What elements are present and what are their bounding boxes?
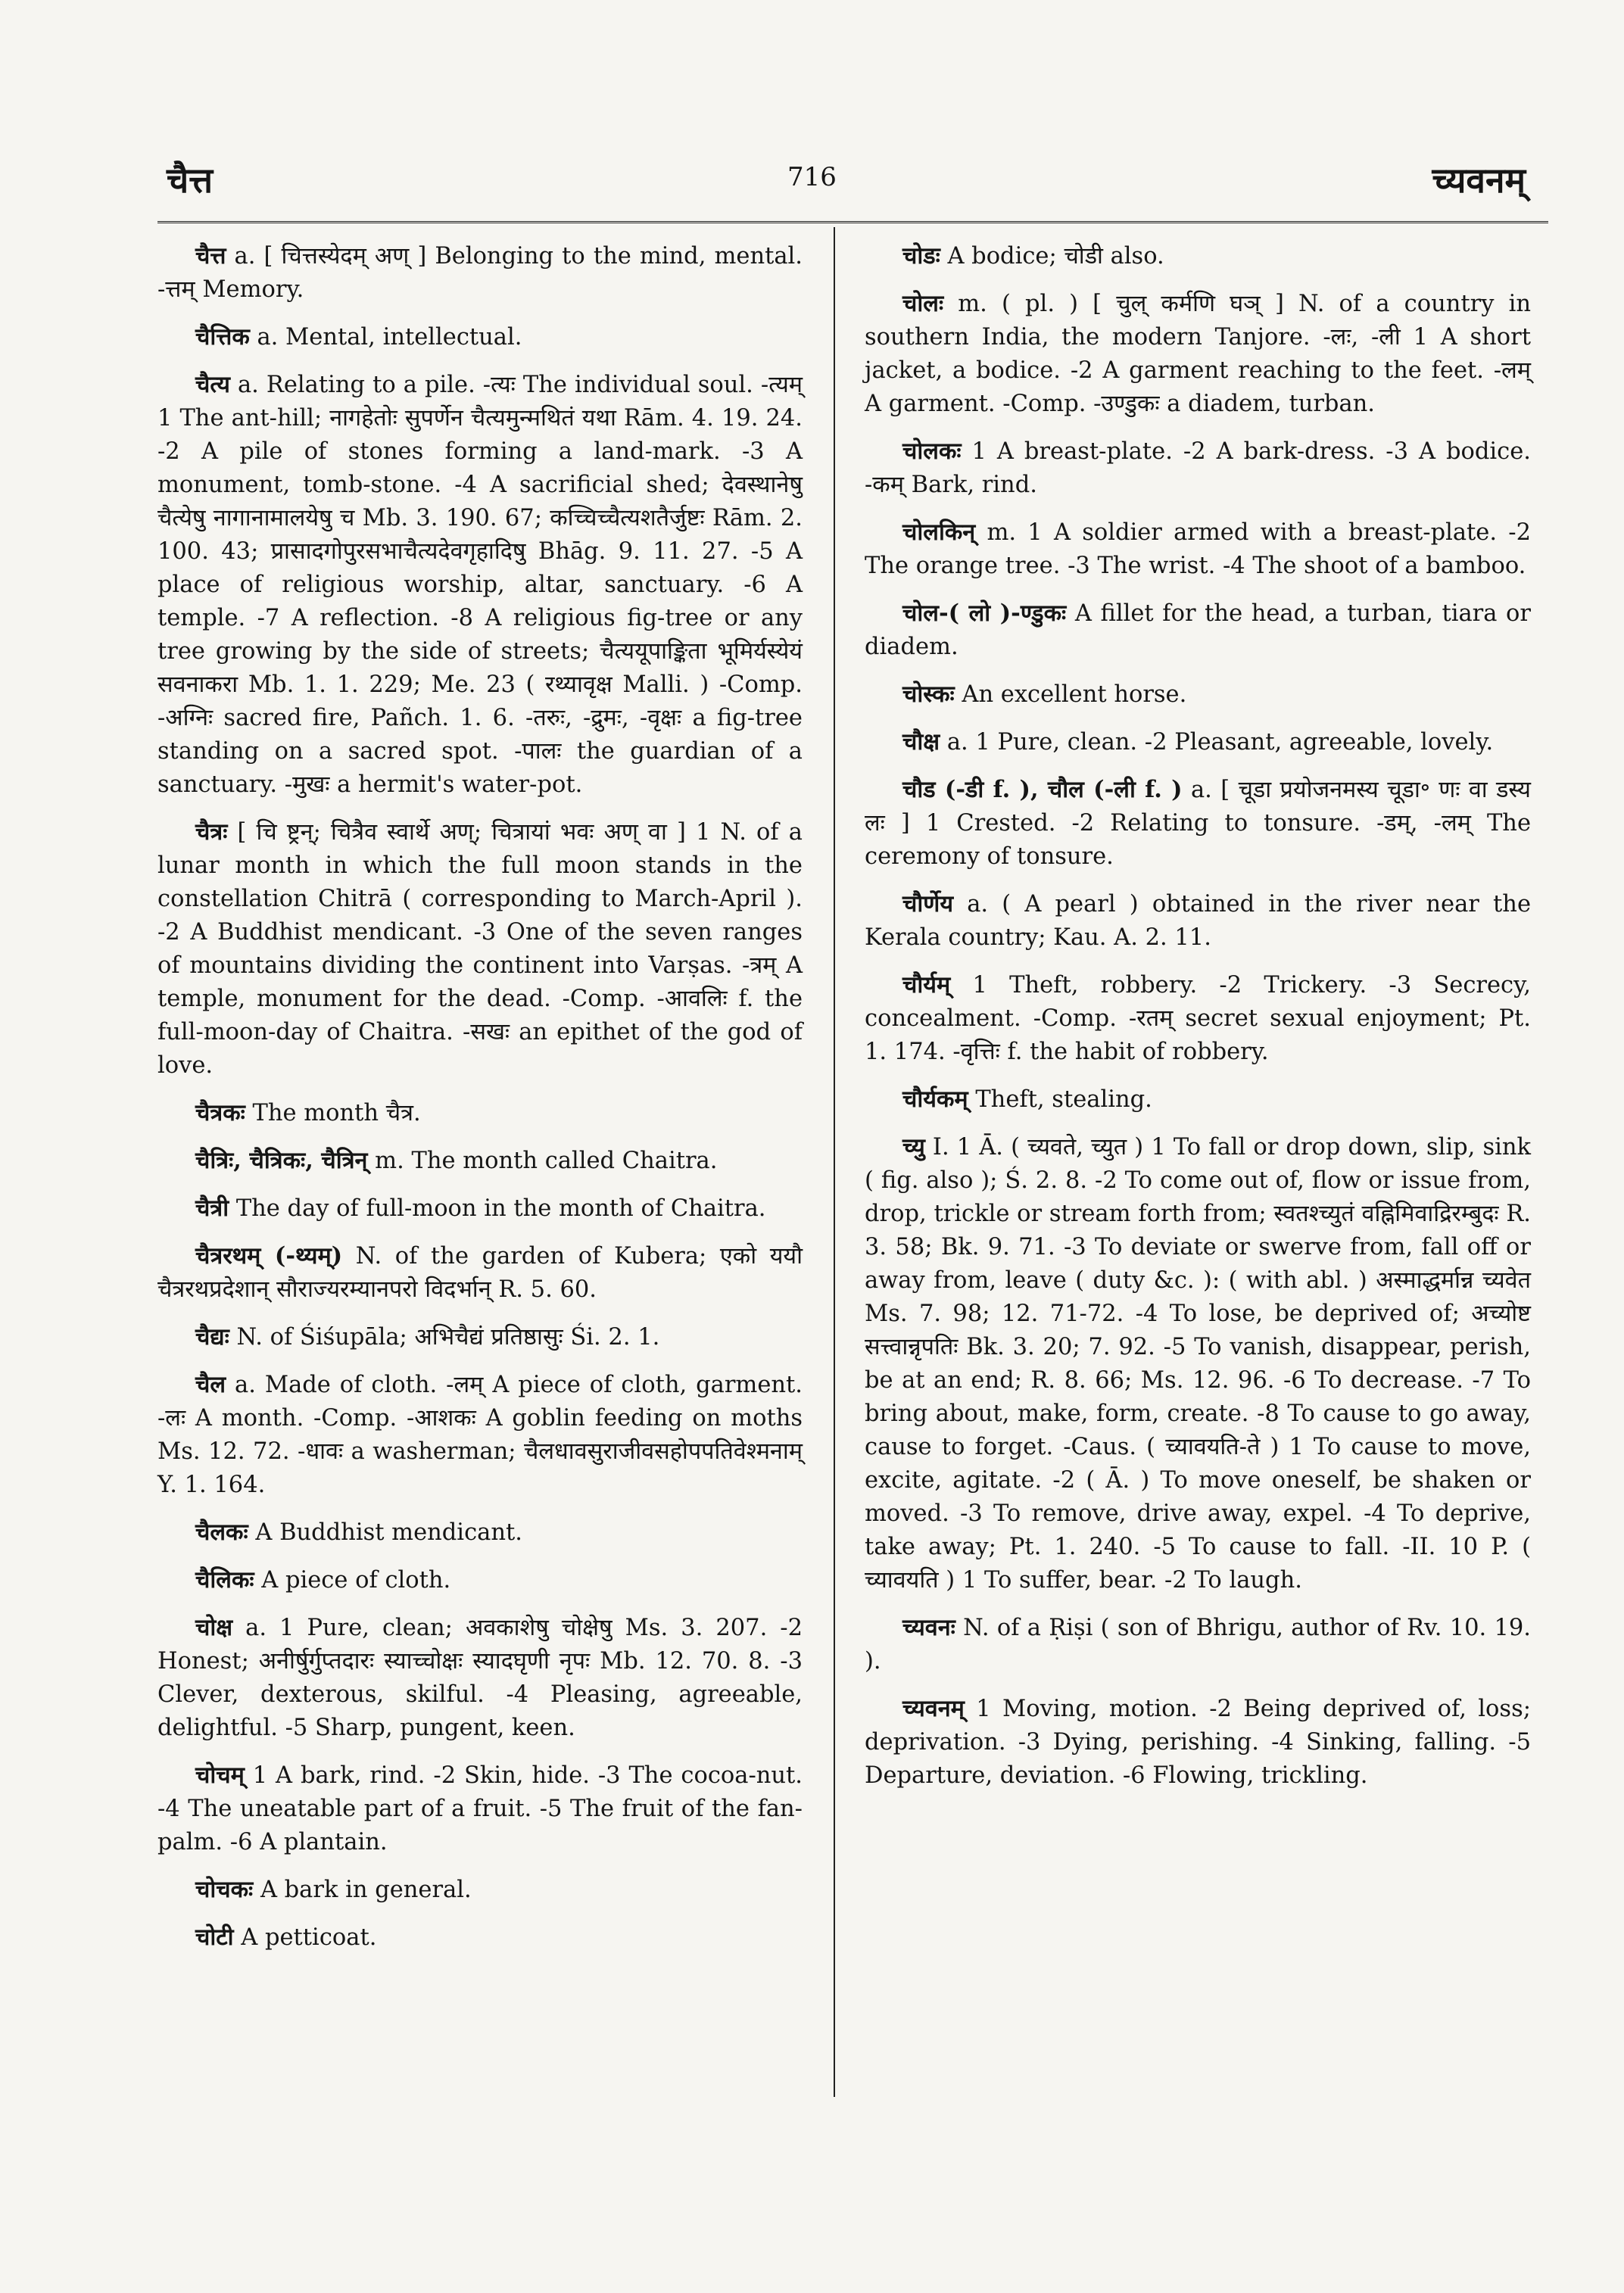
entry-headword: चैत्तिक	[195, 323, 250, 350]
dictionary-entry	[865, 678, 1531, 712]
entry-headword: च्यवनम्	[902, 1695, 965, 1722]
entry-definition: a. 1 Pure, clean; अवकाशेषु चोक्षेषु Ms. 3. 207. -2 Honest; अनीर्षुर्गुप्तदारः स्याच्चोक्षः स्यादघृणी नृपः Mb. 12. 70. 8. -3 Clever, dexterous, skilful. -4 Pleasing, agreeable, delightful. -5 Sharp, pungent, keen.	[157, 1615, 803, 1741]
entry-headword: चोचकः	[195, 1876, 254, 1903]
dictionary-entry	[865, 435, 1531, 502]
entry-definition: a. 1 Pure, clean. -2 Pleasant, agreeable, lovely.	[946, 729, 1494, 756]
entry-headword: चौक्ष	[902, 728, 940, 756]
header-rule	[157, 221, 1548, 226]
dictionary-entry	[865, 1130, 1531, 1597]
entry-definition: A Buddhist mendicant.	[255, 1519, 522, 1546]
dictionary-entry	[157, 1516, 803, 1550]
dictionary-entry	[865, 1083, 1531, 1117]
entry-definition: A fillet for the head, a turban, tiara or diadem.	[865, 600, 1531, 660]
entry-definition: a. [ चूडा प्रयोजनमस्य चूडा॰ णः वा डस्य लः ] 1 Crested. -2 Relating to tonsure. -डम्, -लम् The ceremony of tonsure.	[865, 777, 1531, 870]
dictionary-entry	[865, 1692, 1531, 1793]
entry-headword: चोक्ष	[195, 1614, 233, 1641]
entry-definition: N. of a Ṛiṣi ( son of Bhrigu, author of Rv. 10. 19. ).	[865, 1615, 1531, 1675]
dictionary-entry	[157, 1611, 803, 1745]
dictionary-entry	[157, 1873, 803, 1907]
entry-definition: m. ( pl. ) [ चुल् कर्मणि घञ् ] N. of a country in southern India, the modern Tanjore. -लः, -ली 1 A short jacket, a bodice. -2 A garment reaching to the feet. -लम् A garment. -Comp. -उण्डुकः a diadem, turban.	[865, 291, 1531, 417]
entry-definition: 1 Theft, robbery. -2 Trickery. -3 Secrecy, concealment. -Comp. -रतम् secret sexual enjoyment; Pt. 1. 174. -वृत्तिः f. the habit of robbery.	[865, 972, 1531, 1065]
dictionary-entry	[157, 815, 803, 1083]
dictionary-entry	[157, 1192, 803, 1226]
entry-headword: चोटी	[195, 1924, 234, 1951]
dictionary-entry	[865, 887, 1531, 955]
entry-definition: m. 1 A soldier armed with a breast-plate. -2 The orange tree. -3 The wrist. -4 The shoot of a bamboo.	[865, 519, 1532, 579]
entry-definition: A petticoat.	[241, 1924, 377, 1951]
dictionary-entry	[157, 1563, 803, 1597]
entry-definition: N. of the garden of Kubera; एको ययौ चैत्ररथप्रदेशान् सौराज्यरम्यानपरो विदर्भान् R. 5. 60.	[157, 1243, 803, 1303]
entry-headword: चैत्री	[195, 1195, 229, 1222]
dictionary-entry	[157, 1239, 803, 1307]
left-column	[157, 239, 803, 1968]
entry-definition: [ चि ष्ट्रन्; चित्रैव स्वार्थे अण्; चित्रायां भवः अण् वा ] 1 N. of a lunar month in which the full moon stands in the constellation Chitrā ( corresponding to March-April ). -2 A Buddhist mendicant. -3 One of the seven ranges of mountains dividing the continent into Varṣas. -त्रम् A temple, monument for the dead. -Comp. -आवलिः f. the full-moon-day of Chaitra. -सखः an epithet of the god of love.	[157, 819, 803, 1079]
dictionary-entry	[865, 773, 1531, 874]
entry-definition: 1 Moving, motion. -2 Being deprived of, loss; deprivation. -3 Dying, perishing. -4 Sinking, falling. -5 Departure, deviation. -6 Flowing, trickling.	[865, 1696, 1531, 1789]
entry-headword: चोस्कः	[902, 681, 955, 708]
entry-headword: चोचम्	[195, 1762, 245, 1789]
entry-definition: I. 1 Ā. ( च्यवते, च्युत ) 1 To fall or drop down, slip, sink ( fig. also ); Ś. 2. 8. -2 To come out of, flow or issue from, drop, trickle or stream forth from; स्वतश्च्युतं वह्निमिवाद्रिरम्बुदः R. 3. 58; Bk. 9. 71. -3 To deviate or swerve from, fall off or away from, leave ( duty &c. ): ( with abl. ) अस्माद्धर्मान्न च्यवेत Ms. 7. 98; 12. 71-72. -4 To lose, be deprived of; अच्योष्ट सत्त्वान्नृपतिः Bk. 3. 20; 7. 92. -5 To vanish, disappear, perish, be at an end; R. 8. 66; Ms. 12. 96. -6 To decrease. -7 To bring about, make, form, create. -8 To cause to go away, cause to forget. -Caus. ( च्यावयति-ते ) 1 To cause to move, excite, agitate. -2 ( Ā. ) To move oneself, be shaken or moved. -3 To remove, drive away, expel. -4 To deprive, take away; Pt. 1. 240. -5 To cause to fall. -II. 10 P. ( च्यावयति ) 1 To suffer, bear. -2 To laugh.	[865, 1134, 1531, 1594]
entry-headword: चौर्यकम्	[902, 1086, 968, 1113]
entry-headword: चैत्रिः, चैत्रिकः, चैत्रिन्	[195, 1147, 368, 1174]
dictionary-entry	[157, 320, 803, 354]
dictionary-entry	[157, 1096, 803, 1130]
entry-definition: The month चैत्र.	[252, 1100, 421, 1126]
entry-headword: चौर्णेय	[902, 890, 954, 918]
entry-headword: चैत्ररथम् (-थ्यम्)	[195, 1242, 343, 1270]
dictionary-entry	[865, 725, 1531, 759]
entry-definition: The day of full-moon in the month of Chaitra.	[235, 1195, 766, 1222]
header-left-guide-word: चैत्त	[167, 160, 213, 201]
entry-headword: चैल	[195, 1371, 226, 1398]
entry-definition: a. Relating to a pile. -त्यः The individual soul. -त्यम् 1 The ant-hill; नागहेतोः सुपर्णेन चैत्यमुन्मथितं यथा Rām. 4. 19. 24. -2 A pile of stones forming a land-mark. -3 A monument, tomb-stone. -4 A sacrificial shed; देवस्थानेषु चैत्येषु नागानामालयेषु च Mb. 3. 190. 67; कच्चिच्चैत्यशतैर्जुष्टः Rām. 2. 100. 43; प्रासादगोपुरसभाचैत्यदेवगृहादिषु Bhāg. 9. 11. 27. -5 A place of religious worship, altar, sanctuary. -6 A temple. -7 A reflection. -8 A religious fig-tree or any tree growing by the side of streets; चैत्ययूपाङ्किता भूमिर्यस्येयं सवनाकरा Mb. 1. 1. 229; Me. 23 ( रथ्यावृक्ष Malli. ) -Comp. -अग्निः sacred fire, Pañch. 1. 6. -तरुः, -द्रुमः, -वृक्षः a fig-tree standing on a sacred spot. -पालः the guardian of a sanctuary. -मुखः a hermit's water-pot.	[157, 372, 803, 798]
entry-definition: a. [ चित्तस्येदम् अण् ] Belonging to the mind, mental. -त्तम् Memory.	[157, 243, 803, 303]
dictionary-entry	[865, 597, 1531, 664]
entry-headword: चैत्य	[195, 371, 230, 398]
entry-headword: चोलः	[902, 290, 944, 317]
dictionary-entry	[157, 368, 803, 802]
entry-definition: a. ( A pearl ) obtained in the river near the Kerala country; Kau. A. 2. 11.	[865, 891, 1531, 951]
entry-definition: A piece of cloth.	[261, 1567, 451, 1594]
entry-headword: चैत्रः	[195, 818, 228, 846]
entry-headword: च्यवनः	[902, 1614, 955, 1641]
entry-definition: m. The month called Chaitra.	[375, 1148, 718, 1174]
page-number: 716	[787, 162, 837, 192]
dictionary-entry	[157, 1368, 803, 1502]
entry-definition: A bark in general.	[260, 1877, 472, 1903]
entry-headword: चौड (-डी f. ), चौल (-ली f. )	[902, 776, 1183, 803]
dictionary-entry	[157, 1144, 803, 1178]
entry-headword: चैलकः	[195, 1519, 248, 1546]
entry-headword: चोल-( लो )-ण्डुकः	[902, 600, 1067, 627]
entry-definition: N. of Śiśupāla; अभिचैद्यं प्रतिष्ठासुः Śi. 2. 1.	[236, 1324, 660, 1351]
column-divider	[834, 227, 835, 2097]
entry-definition: a. Mental, intellectual.	[257, 324, 522, 350]
dictionary-entry	[865, 1611, 1531, 1678]
entry-definition: a. Made of cloth. -लम् A piece of cloth, garment. -लः A month. -Comp. -आशकः A goblin feeding on moths Ms. 12. 72. -धावः a washerman; चैलधावसुराजीवसहोपपतिवेश्मनाम् Y. 1. 164.	[157, 1372, 803, 1498]
entry-headword: चैद्यः	[195, 1323, 229, 1351]
entry-definition: 1 A bark, rind. -2 Skin, hide. -3 The cocoa-nut. -4 The uneatable part of a fruit. -5 The fruit of the fan-palm. -6 A plantain.	[157, 1762, 803, 1855]
dictionary-entry	[157, 1320, 803, 1354]
header-right-guide-word: च्यवनम्	[1432, 160, 1526, 201]
dictionary-entry	[865, 516, 1531, 583]
entry-headword: चोडः	[902, 242, 940, 269]
dictionary-entry	[865, 287, 1531, 421]
dictionary-entry	[865, 968, 1531, 1069]
right-column	[865, 239, 1531, 1806]
entry-definition: An excellent horse.	[962, 681, 1187, 708]
entry-headword: च्यु	[902, 1133, 925, 1161]
dictionary-entry	[865, 239, 1531, 273]
entry-definition: 1 A breast-plate. -2 A bark-dress. -3 A bodice. -कम् Bark, rind.	[865, 438, 1531, 498]
dictionary-entry	[157, 239, 803, 307]
entry-headword: चोलकिन्	[902, 519, 976, 546]
dictionary-entry	[157, 1759, 803, 1859]
entry-headword: चौर्यम्	[902, 971, 951, 999]
entry-headword: चैत्रकः	[195, 1099, 245, 1126]
entry-headword: चैत्त	[195, 242, 226, 269]
entry-headword: चैलिकः	[195, 1566, 254, 1594]
entry-definition: Theft, stealing.	[975, 1086, 1152, 1113]
dictionary-entry	[157, 1921, 803, 1955]
entry-headword: चोलकः	[902, 438, 962, 465]
entry-definition: A bodice; चोडी also.	[947, 243, 1164, 269]
